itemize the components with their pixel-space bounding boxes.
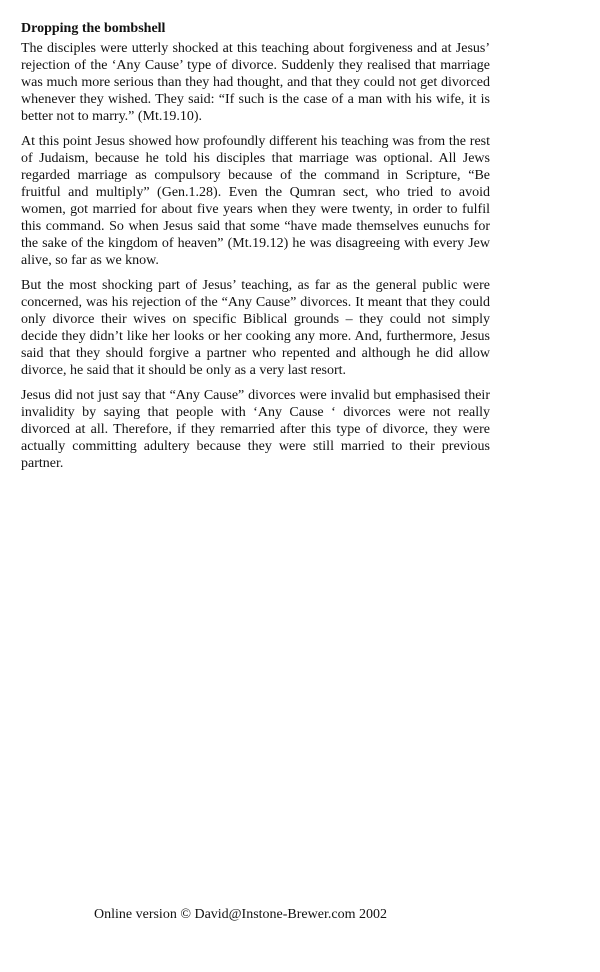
paragraph-3: But the most shocking part of Jesus’ teaching, as far as the general public were concerned, was his rejection of the “Any Cause” divorces. It meant that they could only divorce their wives on specific Biblical grounds – they could not simply decide they didn’t like her looks or her cooking any more. And, furthermore, Jesus said that they should forgive a partner who repented and although he did allow divorce, he said that it should be only as a very last resort. [21, 278, 490, 378]
page-footer: Online version © David@Instone-Brewer.com 2002 [94, 907, 387, 922]
section-heading: Dropping the bombshell [21, 21, 166, 36]
paragraph-2: At this point Jesus showed how profoundly different his teaching was from the rest of Judaism, because he told his disciples that marriage was optional. All Jews regarded marriage as compulsory because of the command in Scripture, “Be fruitful and multiply” (Gen.1.28). Even the Qumran sect, who tried to avoid women, got married for about five years when they were twenty, in order to fulfil this command. So when Jesus said that some “have made themselves eunuchs for the sake of the kingdom of heaven” (Mt.19.12) he was disagreeing with every Jew alive, so far as we know. [21, 134, 490, 268]
paragraph-4: Jesus did not just say that “Any Cause” divorces were invalid but emphasised their invalidity by saying that people with ‘Any Cause ‘ divorces were not really divorced at all. Therefore, if they remarried after this type of divorce, they were actually committing adultery because they were still married to their previous partner. [21, 388, 490, 471]
paragraph-1: The disciples were utterly shocked at this teaching about forgiveness and at Jesus’ rejection of the ‘Any Cause’ type of divorce. Suddenly they realised that marriage was much more serious than they had thought, and that they could not get divorced whenever they wished. They said: “If such is the case of a man with his wife, it is better not to marry.” (Mt.19.10). [21, 41, 490, 124]
document-page [21, 20, 490, 480]
